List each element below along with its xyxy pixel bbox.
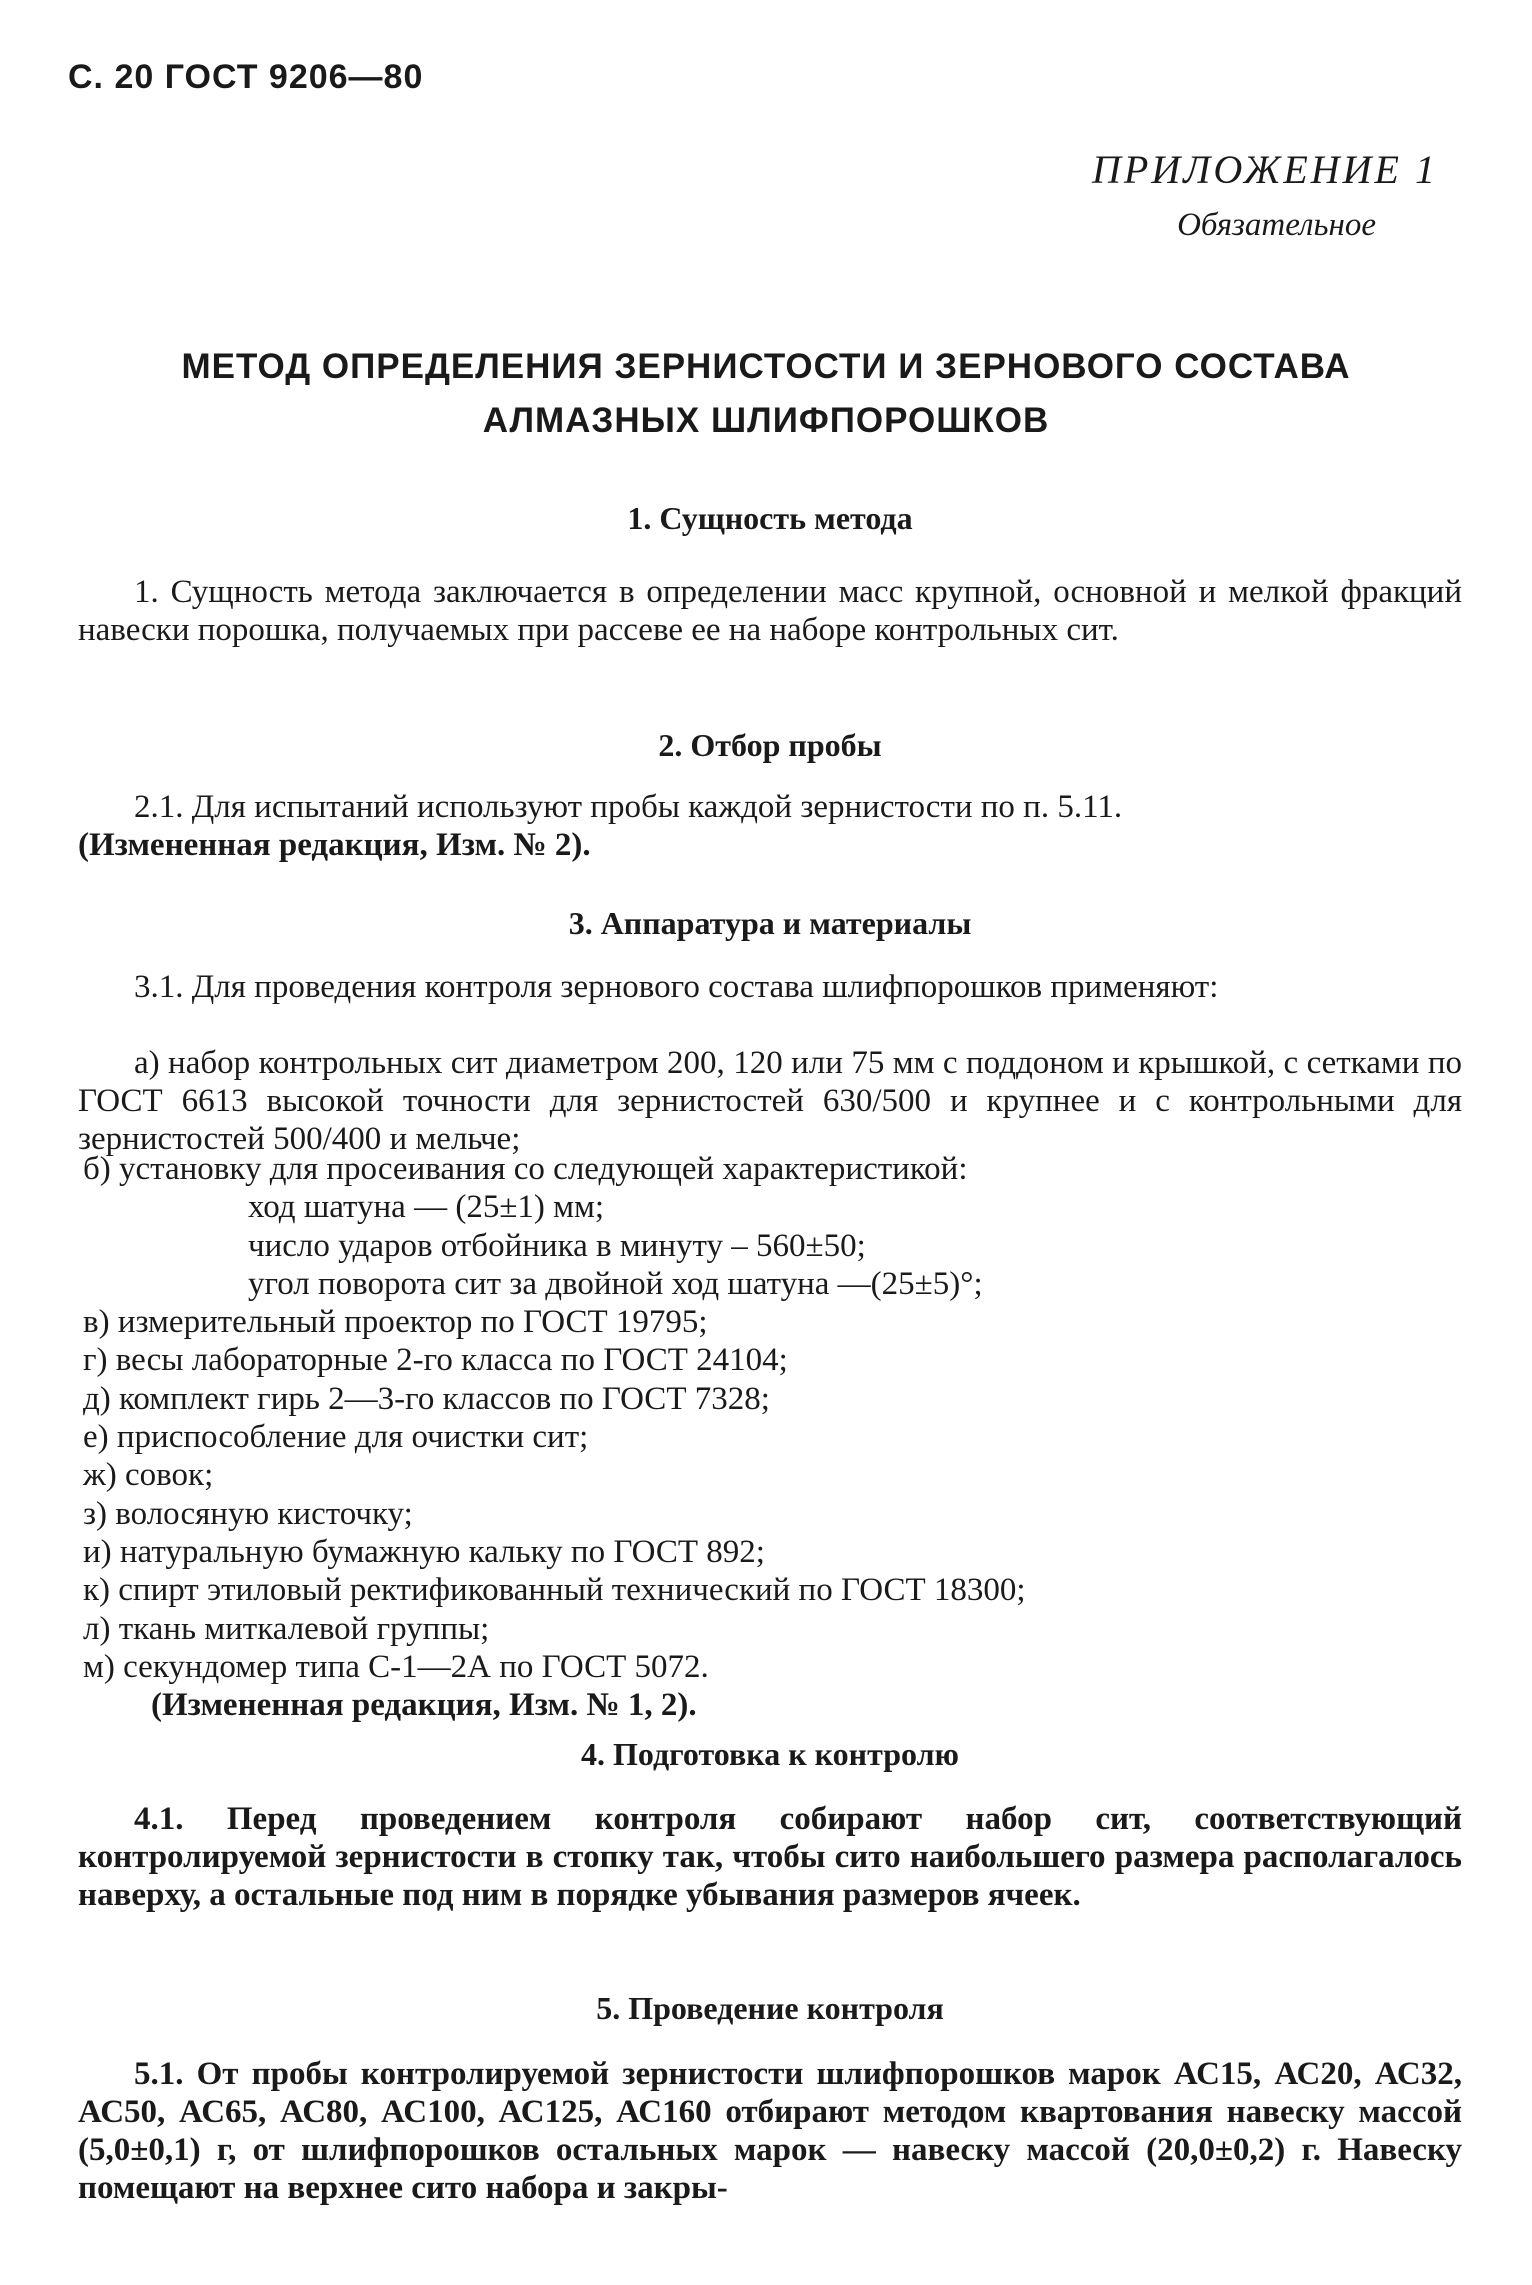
section-3-list: [78, 1150, 1462, 1724]
section-3-intro: 3.1. Для проведения контроля зернового состава шлифпорошков применяют:: [134, 969, 1219, 1005]
list-item-e: е) приспособление для очистки сит;: [83, 1419, 589, 1456]
appendix-block: [1092, 146, 1438, 244]
list-subitem-1: ход шатуна — (25±1) мм;: [248, 1189, 605, 1226]
list-item-g: г) весы лабораторные 2-го класса по ГОСТ 24104;: [83, 1342, 788, 1379]
list-subitem-3: угол поворота сит за двойной ход шатуна —(25±5)°;: [248, 1265, 983, 1302]
list-item-v: в) измерительный проектор по ГОСТ 19795;: [83, 1304, 708, 1341]
page-header: С. 20 ГОСТ 9206—80: [68, 58, 424, 96]
appendix-status: Обязательное: [1177, 207, 1376, 243]
title-line-1: МЕТОД ОПРЕДЕЛЕНИЯ ЗЕРНИСТОСТИ И ЗЕРНОВОГО СОСТАВА: [181, 347, 1351, 386]
section-2-text: 2.1. Для испытаний используют пробы каждой зернистости по п. 5.11.: [134, 789, 1123, 825]
section-3-item-a: а) набор контрольных сит диаметром 200, 120 или 75 мм с поддоном и крышкой, с сетками по ГОСТ 6613 высокой точности для зернистостей 630/500 и крупнее и с контрольными для зернистостей 500/400 и мельче;: [78, 1045, 1462, 1157]
list-item-l: л) ткань миткалевой группы;: [83, 1610, 490, 1647]
section-5-heading: 5. Проведение контроля: [596, 1990, 944, 2026]
section-1-text: 1. Сущность метода заключается в определении масс крупной, основной и мелкой фракций навески порошка, получаемых при рассеве ее на наборе контрольных сит.: [78, 574, 1462, 648]
list-item-m: м) секундомер типа С-1—2А по ГОСТ 5072.: [83, 1648, 709, 1685]
list-item-zh: ж) совок;: [83, 1457, 214, 1494]
section-2-note: (Измененная редакция, Изм. № 2).: [78, 827, 591, 863]
list-subitem-2: число ударов отбойника в минуту – 560±50;: [248, 1227, 866, 1264]
title-line-2: АЛМАЗНЫХ ШЛИФПОРОШКОВ: [482, 401, 1050, 440]
section-2-heading: 2. Отбор пробы: [658, 727, 882, 763]
appendix-label: ПРИЛОЖЕНИЕ 1: [1092, 147, 1438, 192]
list-item-z: з) волосяную кисточку;: [83, 1495, 413, 1532]
list-item-d: д) комплект гирь 2—3-го классов по ГОСТ 7328;: [83, 1380, 770, 1417]
document-title: [0, 340, 1532, 448]
section-3-note: (Измененная редакция, Изм. № 1, 2).: [151, 1687, 697, 1724]
section-5-text: 5.1. От пробы контролируемой зернистости шлифпорошков марок АС15, АС20, АС32, АС50, АС65, АС80, АС100, АС125, АС160 отбирают методом квартования навеску массой (5,0±0,1) г, от шлифпорошков остальных марок — навеску массой (20,0±0,2) г. Навеску помещают на верхнее сито набора и закры-: [78, 2056, 1462, 2206]
list-item-k: к) спирт этиловый ректификованный технический по ГОСТ 18300;: [83, 1572, 1026, 1609]
list-item-b: б) установку для просеивания со следующей характеристикой:: [83, 1151, 968, 1187]
section-3-heading: 3. Аппаратура и материалы: [568, 905, 972, 941]
list-item-i: и) натуральную бумажную кальку по ГОСТ 892;: [83, 1533, 765, 1570]
section-4-heading: 4. Подготовка к контролю: [581, 1736, 959, 1772]
section-1-heading: 1. Сущность метода: [627, 500, 913, 536]
section-4-text: 4.1. Перед проведением контроля собирают набор сит, соответствующий контролируемой зернистости в стопку так, чтобы сито наибольшего размера располагалось наверху, а остальные под ним в порядке убывания размеров ячеек.: [78, 1801, 1462, 1913]
